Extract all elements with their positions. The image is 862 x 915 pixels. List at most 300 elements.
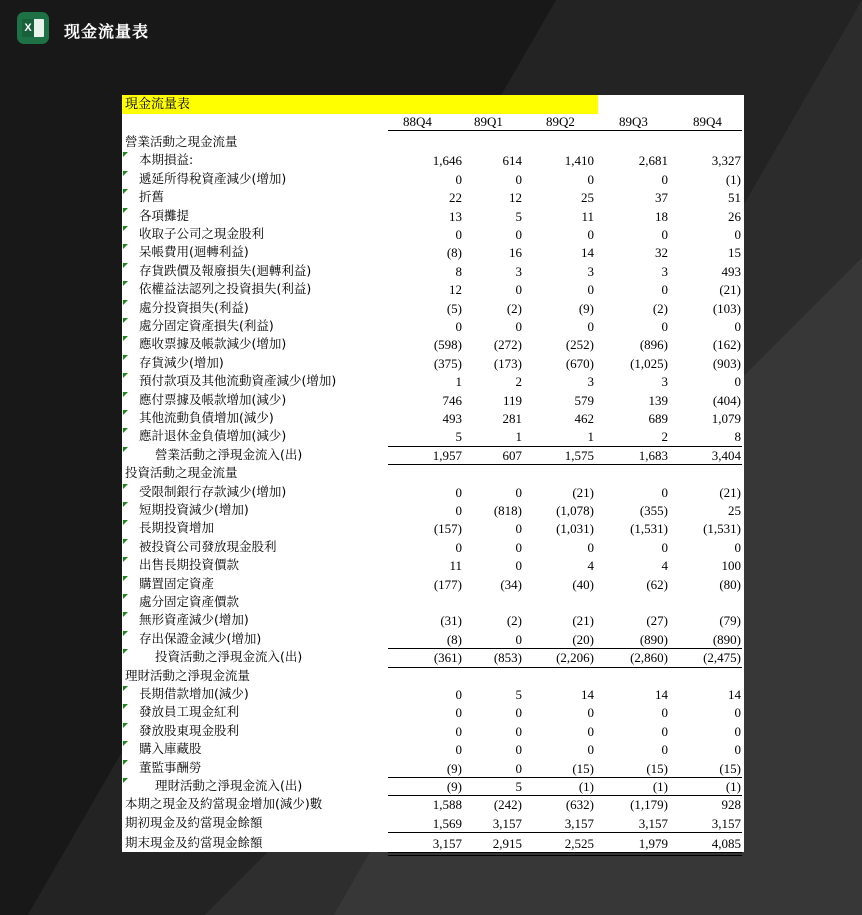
row-label[interactable]: 存貨跌價及報廢損失(迴轉利益) xyxy=(139,262,312,278)
value-cell-88q4[interactable]: (598) xyxy=(433,337,462,353)
value-cell-89q3[interactable]: 139 xyxy=(648,392,668,408)
total-underline xyxy=(388,832,742,833)
value-cell-89q4[interactable]: 100 xyxy=(721,558,741,574)
value-cell-89q4[interactable]: 0 xyxy=(734,374,741,390)
value-cell-89q2[interactable]: 4 xyxy=(587,558,594,574)
value-cell-89q3[interactable]: (1) xyxy=(652,779,668,794)
row-label[interactable]: 預付款項及其他流動資產減少(增加) xyxy=(139,373,337,389)
cell-comment-marker xyxy=(123,594,128,599)
value-cell-89q4[interactable]: 493 xyxy=(721,263,741,279)
value-cell-89q2[interactable]: 2,525 xyxy=(564,836,594,852)
value-cell-89q2[interactable]: 0 xyxy=(587,723,594,739)
excel-icon: X xyxy=(17,12,49,44)
value-cell-88q4[interactable]: (5) xyxy=(446,300,462,316)
value-cell-89q2[interactable]: (40) xyxy=(572,576,594,592)
value-cell-89q3[interactable]: (896) xyxy=(639,337,668,353)
value-cell-88q4[interactable]: 5 xyxy=(455,429,462,445)
row-label[interactable]: 營業活動之淨現金流入(出) xyxy=(155,446,303,462)
value-cell-89q4[interactable]: 0 xyxy=(734,539,741,555)
table-row xyxy=(122,243,744,261)
cell-comment-marker xyxy=(123,410,128,415)
column-header-89q4: 89Q4 xyxy=(693,114,722,129)
table-row xyxy=(122,188,744,206)
value-cell-89q2[interactable]: (9) xyxy=(578,300,594,316)
value-cell-89q2[interactable]: 11 xyxy=(581,208,594,224)
row-label[interactable]: 各項攤提 xyxy=(139,207,190,223)
row-label[interactable]: 出售長期投資價款 xyxy=(139,557,240,573)
value-cell-89q4[interactable]: 0 xyxy=(734,705,741,721)
sum-line xyxy=(388,446,742,447)
column-header-89q2: 89Q2 xyxy=(546,114,575,129)
cell-comment-marker xyxy=(123,778,128,783)
value-cell-89q4[interactable]: 26 xyxy=(728,208,741,224)
value-cell-89q1[interactable]: 0 xyxy=(515,227,522,242)
section-heading-row xyxy=(122,133,744,151)
value-cell-89q3[interactable]: 37 xyxy=(655,190,668,206)
value-cell-89q3[interactable]: 32 xyxy=(655,245,668,261)
value-cell-89q2[interactable]: (21) xyxy=(572,613,594,629)
value-cell-89q2[interactable]: (2,206) xyxy=(556,650,594,666)
section-heading-row xyxy=(122,464,744,482)
value-cell-89q1[interactable]: 607 xyxy=(502,447,522,463)
row-label[interactable]: 發放股東現金股利 xyxy=(139,722,240,738)
row-label[interactable]: 投資活動之淨現金流入(出) xyxy=(155,649,303,665)
cell-comment-marker xyxy=(123,484,128,489)
value-cell-89q1[interactable]: 0 xyxy=(515,631,522,647)
value-cell-89q4[interactable]: 3,404 xyxy=(711,447,741,463)
value-cell-88q4[interactable]: (157) xyxy=(433,521,462,537)
value-cell-89q4[interactable]: (21) xyxy=(719,282,741,298)
value-cell-89q3[interactable]: 689 xyxy=(648,411,668,426)
value-cell-89q2[interactable]: 0 xyxy=(587,705,594,721)
value-cell-89q4[interactable]: 0 xyxy=(734,319,741,334)
row-label[interactable]: 董監事酬勞 xyxy=(139,759,202,775)
table-row xyxy=(122,483,744,501)
value-cell-89q4[interactable]: 25 xyxy=(728,503,741,518)
value-cell-89q1[interactable]: 1 xyxy=(515,429,522,445)
value-cell-88q4[interactable]: 22 xyxy=(449,190,462,206)
table-row xyxy=(122,207,744,225)
row-label[interactable]: 收取子公司之現金股利 xyxy=(139,226,265,241)
value-cell-89q2[interactable]: 0 xyxy=(587,319,594,334)
column-header-89q1: 89Q1 xyxy=(474,114,503,129)
value-cell-89q3[interactable]: 0 xyxy=(661,171,668,187)
value-cell-89q4[interactable]: (2,475) xyxy=(703,650,741,666)
value-cell-89q4[interactable]: (79) xyxy=(719,613,741,629)
value-cell-89q2[interactable]: 0 xyxy=(587,742,594,758)
value-cell-89q1[interactable]: (853) xyxy=(493,650,522,666)
value-cell-89q2[interactable]: 3 xyxy=(587,374,594,390)
value-cell-88q4[interactable]: 1,569 xyxy=(432,815,462,831)
value-cell-89q2[interactable]: 0 xyxy=(587,539,594,555)
value-cell-89q1[interactable]: (242) xyxy=(493,797,522,813)
value-cell-89q1[interactable]: 2 xyxy=(515,374,522,390)
value-cell-89q1[interactable]: 16 xyxy=(509,245,522,261)
value-cell-89q1[interactable]: 0 xyxy=(515,705,522,721)
value-cell-89q3[interactable]: 0 xyxy=(661,742,668,758)
value-cell-89q4[interactable]: 8 xyxy=(734,429,741,445)
value-cell-89q4[interactable]: (80) xyxy=(719,576,741,592)
row-label[interactable]: 長期借款增加(減少) xyxy=(139,686,249,701)
value-cell-88q4[interactable]: (31) xyxy=(440,613,462,629)
value-cell-89q2[interactable]: 0 xyxy=(587,227,594,242)
cell-comment-marker xyxy=(123,263,128,268)
value-cell-89q3[interactable]: (1,531) xyxy=(630,521,668,537)
value-cell-89q2[interactable]: (15) xyxy=(572,760,594,776)
value-cell-89q3[interactable]: (62) xyxy=(646,576,668,592)
value-cell-89q1[interactable]: 119 xyxy=(502,392,522,408)
value-cell-88q4[interactable]: (9) xyxy=(446,779,462,794)
header-underline xyxy=(388,130,742,131)
cell-comment-marker xyxy=(123,244,128,249)
value-cell-89q2[interactable]: (632) xyxy=(565,797,594,813)
value-cell-89q3[interactable]: 0 xyxy=(661,705,668,721)
value-cell-89q1[interactable]: (818) xyxy=(493,503,522,518)
cell-comment-marker xyxy=(123,226,128,231)
value-cell-89q3[interactable]: (890) xyxy=(639,631,668,647)
value-cell-89q2[interactable]: (670) xyxy=(565,355,594,371)
row-label[interactable]: 折舊 xyxy=(139,189,165,205)
value-cell-89q2[interactable]: 462 xyxy=(574,411,594,426)
value-cell-89q2[interactable]: 1,410 xyxy=(564,153,594,169)
cell-comment-marker xyxy=(123,336,128,341)
cell-comment-marker xyxy=(123,428,128,433)
value-cell-89q1[interactable]: (173) xyxy=(493,355,522,371)
value-cell-89q1[interactable]: 3 xyxy=(515,263,522,279)
table-row xyxy=(122,575,744,593)
row-label[interactable]: 應計退休金負債增加(減少) xyxy=(139,428,287,444)
value-cell-89q3[interactable]: (2) xyxy=(652,300,668,316)
value-cell-89q3[interactable]: 0 xyxy=(661,484,668,500)
cell-comment-marker xyxy=(123,612,128,617)
row-label[interactable]: 本期之現金及約當現金增加(減少)數 xyxy=(125,796,323,812)
table-row xyxy=(122,354,744,372)
value-cell-89q3[interactable]: 1,979 xyxy=(638,836,668,852)
value-cell-89q3[interactable]: 2,681 xyxy=(638,153,668,169)
value-cell-89q3[interactable]: 0 xyxy=(661,723,668,739)
table-row xyxy=(122,538,744,556)
total-row xyxy=(122,834,744,852)
row-label[interactable]: 受限制銀行存款減少(增加) xyxy=(139,483,287,499)
value-cell-89q1[interactable]: 0 xyxy=(515,521,522,537)
row-label[interactable]: 處分固定資產價款 xyxy=(139,594,240,609)
cell-comment-marker xyxy=(123,520,128,525)
total-row xyxy=(122,814,744,832)
value-cell-89q4[interactable]: 0 xyxy=(734,742,741,758)
value-cell-89q4[interactable]: (1,531) xyxy=(703,521,741,537)
value-cell-89q1[interactable]: 3,157 xyxy=(492,815,522,831)
cell-comment-marker xyxy=(123,355,128,360)
value-cell-88q4[interactable]: 13 xyxy=(449,208,462,224)
value-cell-89q4[interactable]: 4,085 xyxy=(711,836,741,852)
table-row xyxy=(122,630,744,648)
value-cell-89q4[interactable]: (903) xyxy=(712,355,741,371)
value-cell-89q4[interactable]: 51 xyxy=(728,190,741,206)
row-label[interactable]: 投資活動之現金流量 xyxy=(125,465,238,481)
value-cell-88q4[interactable]: 12 xyxy=(449,282,462,298)
value-cell-88q4[interactable]: 8 xyxy=(455,263,462,279)
value-cell-88q4[interactable]: (8) xyxy=(446,631,462,647)
row-label[interactable]: 購入庫藏股 xyxy=(139,741,202,757)
value-cell-89q4[interactable]: 0 xyxy=(734,723,741,739)
value-cell-89q3[interactable]: 1,683 xyxy=(638,447,668,463)
row-label[interactable]: 營業活動之現金流量 xyxy=(125,134,238,149)
value-cell-88q4[interactable]: 493 xyxy=(442,411,462,426)
row-label[interactable]: 發放員工現金紅利 xyxy=(139,704,240,720)
cell-comment-marker xyxy=(123,171,128,176)
value-cell-89q2[interactable]: 14 xyxy=(581,687,594,702)
value-cell-89q3[interactable]: 0 xyxy=(661,319,668,334)
section-heading-row xyxy=(122,667,744,685)
value-cell-88q4[interactable]: 0 xyxy=(455,484,462,500)
row-label[interactable]: 應付票據及帳款增加(減少) xyxy=(139,391,287,407)
cell-comment-marker xyxy=(123,152,128,157)
value-cell-89q2[interactable]: 579 xyxy=(574,392,594,408)
value-cell-89q3[interactable]: (2,860) xyxy=(630,650,668,666)
value-cell-88q4[interactable]: 0 xyxy=(455,742,462,758)
value-cell-88q4[interactable]: 746 xyxy=(442,392,462,408)
cell-comment-marker xyxy=(123,318,128,323)
value-cell-89q1[interactable]: 5 xyxy=(515,687,522,702)
value-cell-89q1[interactable]: 5 xyxy=(515,208,522,224)
value-cell-89q4[interactable]: (1) xyxy=(725,171,741,187)
cell-comment-marker xyxy=(123,392,128,397)
row-label[interactable]: 短期投資減少(增加) xyxy=(139,502,249,517)
table-row xyxy=(122,593,744,611)
table-row xyxy=(122,317,744,335)
cell-comment-marker xyxy=(123,649,128,654)
table-row xyxy=(122,299,744,317)
row-label[interactable]: 依權益法認列之投資損失(利益) xyxy=(139,281,312,297)
cell-comment-marker xyxy=(123,539,128,544)
cell-comment-marker xyxy=(123,557,128,562)
value-cell-89q2[interactable]: 3,157 xyxy=(564,815,594,831)
value-cell-89q3[interactable]: 3 xyxy=(661,263,668,279)
value-cell-89q3[interactable]: 0 xyxy=(661,227,668,242)
sum-line xyxy=(388,648,742,649)
value-cell-89q4[interactable]: 928 xyxy=(721,797,741,813)
value-cell-89q4[interactable]: (1) xyxy=(725,779,741,794)
cell-comment-marker xyxy=(123,281,128,286)
app-title: 现金流量表 xyxy=(64,22,150,41)
value-cell-88q4[interactable]: 0 xyxy=(455,227,462,242)
table-row xyxy=(122,519,744,537)
value-cell-89q1[interactable]: 0 xyxy=(515,484,522,500)
value-cell-89q2[interactable]: 0 xyxy=(587,171,594,187)
value-cell-89q1[interactable]: 0 xyxy=(515,742,522,758)
row-label[interactable]: 長期投資增加 xyxy=(139,520,215,536)
value-cell-89q2[interactable]: 25 xyxy=(581,190,594,206)
value-cell-89q1[interactable]: 0 xyxy=(515,171,522,187)
column-header-88q4: 88Q4 xyxy=(403,114,432,129)
title-bar xyxy=(0,0,862,62)
table-row xyxy=(122,335,744,353)
value-cell-89q2[interactable]: 14 xyxy=(581,245,594,261)
value-cell-88q4[interactable]: 0 xyxy=(455,705,462,721)
row-label[interactable]: 應收票據及帳款減少(增加) xyxy=(139,336,287,352)
value-cell-88q4[interactable]: 0 xyxy=(455,539,462,555)
value-cell-88q4[interactable]: 1 xyxy=(455,374,462,390)
value-cell-89q3[interactable]: (27) xyxy=(646,613,668,629)
cell-comment-marker xyxy=(123,741,128,746)
value-cell-89q1[interactable]: 5 xyxy=(515,779,522,794)
value-cell-89q3[interactable]: 0 xyxy=(661,282,668,298)
value-cell-88q4[interactable]: 0 xyxy=(455,171,462,187)
value-cell-89q4[interactable]: 15 xyxy=(728,245,741,261)
row-label[interactable]: 無形資產減少(增加) xyxy=(139,612,249,628)
value-cell-89q3[interactable]: 3,157 xyxy=(638,815,668,831)
table-row xyxy=(122,427,744,445)
value-cell-89q1[interactable]: 0 xyxy=(515,282,522,298)
value-cell-89q2[interactable]: (21) xyxy=(572,484,594,500)
value-cell-88q4[interactable]: 0 xyxy=(455,319,462,334)
value-cell-89q4[interactable]: (890) xyxy=(712,631,741,647)
value-cell-89q4[interactable]: 3,157 xyxy=(711,815,741,831)
value-cell-89q2[interactable]: 0 xyxy=(587,282,594,298)
total-row xyxy=(122,648,744,666)
value-cell-89q4[interactable]: (103) xyxy=(712,300,741,316)
row-label[interactable]: 期末現金及約當現金餘額 xyxy=(125,835,263,851)
table-row xyxy=(122,372,744,390)
row-label[interactable]: 存貨減少(增加) xyxy=(139,354,224,370)
cell-comment-marker xyxy=(123,576,128,581)
value-cell-89q2[interactable]: (252) xyxy=(565,337,594,353)
value-cell-88q4[interactable]: (177) xyxy=(433,576,462,592)
value-cell-89q1[interactable]: 0 xyxy=(515,723,522,739)
value-cell-89q3[interactable]: (355) xyxy=(639,503,668,518)
value-cell-88q4[interactable]: 1,588 xyxy=(432,797,462,813)
value-cell-89q3[interactable]: (15) xyxy=(646,760,668,776)
value-cell-89q3[interactable]: (1,025) xyxy=(630,355,668,371)
value-cell-89q3[interactable]: 14 xyxy=(655,687,668,702)
cell-comment-marker xyxy=(123,760,128,765)
value-cell-88q4[interactable]: 0 xyxy=(455,503,462,518)
cell-comment-marker xyxy=(123,723,128,728)
value-cell-89q1[interactable]: (2) xyxy=(506,613,522,629)
row-label[interactable]: 處分投資損失(利益) xyxy=(139,299,249,315)
value-cell-89q3[interactable]: (1,179) xyxy=(630,797,668,813)
table-row xyxy=(122,280,744,298)
value-cell-89q3[interactable]: 3 xyxy=(661,374,668,390)
row-label[interactable]: 遞延所得稅資產減少(增加) xyxy=(139,170,287,186)
table-row xyxy=(122,685,744,703)
total-row xyxy=(122,777,744,795)
value-cell-89q1[interactable]: (272) xyxy=(493,337,522,353)
value-cell-88q4[interactable]: (9) xyxy=(446,760,462,776)
value-cell-88q4[interactable]: (361) xyxy=(433,650,462,666)
value-cell-89q1[interactable]: 0 xyxy=(515,539,522,555)
value-cell-89q1[interactable]: 614 xyxy=(502,153,522,169)
value-cell-89q4[interactable]: 14 xyxy=(728,687,741,702)
value-cell-89q3[interactable]: 2 xyxy=(661,429,668,445)
row-label[interactable]: 期初現金及約當現金餘額 xyxy=(125,814,263,830)
value-cell-89q2[interactable]: 3 xyxy=(587,263,594,279)
value-cell-89q3[interactable]: 4 xyxy=(661,558,668,574)
row-label[interactable]: 本期損益: xyxy=(139,152,194,168)
value-cell-89q1[interactable]: 0 xyxy=(515,760,522,776)
row-label[interactable]: 理財活動之淨現金流量 xyxy=(125,667,251,683)
value-cell-89q4[interactable]: (15) xyxy=(719,760,741,776)
value-cell-89q1[interactable]: 0 xyxy=(515,558,522,574)
value-cell-89q4[interactable]: 1,079 xyxy=(711,411,741,426)
value-cell-89q2[interactable]: (1,031) xyxy=(556,521,594,537)
table-row xyxy=(122,722,744,740)
table-row xyxy=(122,611,744,629)
spreadsheet xyxy=(122,95,744,852)
value-cell-89q2[interactable]: (20) xyxy=(572,631,594,647)
value-cell-89q1[interactable]: 12 xyxy=(509,190,522,206)
row-label[interactable]: 理財活動之淨現金流入(出) xyxy=(155,778,303,793)
value-cell-88q4[interactable]: 11 xyxy=(449,558,462,574)
cell-comment-marker xyxy=(123,502,128,507)
value-cell-89q2[interactable]: 1,575 xyxy=(564,447,594,463)
table-row xyxy=(122,151,744,169)
cell-comment-marker xyxy=(123,447,128,452)
row-label[interactable]: 其他流動負債增加(減少) xyxy=(139,410,274,425)
value-cell-89q4[interactable]: 3,327 xyxy=(711,153,741,169)
value-cell-88q4[interactable]: 0 xyxy=(455,687,462,702)
value-cell-89q4[interactable]: 0 xyxy=(734,227,741,242)
cell-comment-marker xyxy=(123,686,128,691)
row-label[interactable]: 存出保證金減少(增加) xyxy=(139,630,262,646)
row-label[interactable]: 購置固定資產 xyxy=(139,575,215,591)
table-row xyxy=(122,409,744,427)
value-cell-89q4[interactable]: (404) xyxy=(712,392,741,408)
table-row xyxy=(122,391,744,409)
value-cell-89q1[interactable]: 2,915 xyxy=(492,836,522,852)
cell-comment-marker xyxy=(123,373,128,378)
value-cell-89q2[interactable]: (1) xyxy=(578,779,594,794)
value-cell-88q4[interactable]: 1,646 xyxy=(432,153,462,169)
table-row xyxy=(122,225,744,243)
cell-comment-marker xyxy=(123,208,128,213)
table-row xyxy=(122,262,744,280)
column-header-89q3: 89Q3 xyxy=(619,114,648,129)
value-cell-89q2[interactable]: 1 xyxy=(587,429,594,445)
value-cell-89q4[interactable]: (21) xyxy=(719,484,741,500)
value-cell-89q1[interactable]: 281 xyxy=(502,411,522,426)
value-cell-88q4[interactable]: (8) xyxy=(446,245,462,261)
table-row xyxy=(122,740,744,758)
value-cell-89q3[interactable]: 18 xyxy=(655,208,668,224)
sum-line xyxy=(388,777,742,778)
value-cell-88q4[interactable]: 3,157 xyxy=(432,836,462,852)
value-cell-89q4[interactable]: (162) xyxy=(712,337,741,353)
value-cell-89q1[interactable]: (2) xyxy=(506,300,522,316)
value-cell-89q2[interactable]: (1,078) xyxy=(556,503,594,518)
table-row xyxy=(122,556,744,574)
value-cell-89q1[interactable]: 0 xyxy=(515,319,522,334)
sheet-title[interactable]: 現金流量表 xyxy=(122,95,598,114)
value-cell-88q4[interactable]: (375) xyxy=(433,355,462,371)
cell-comment-marker xyxy=(123,300,128,305)
row-label[interactable]: 被投資公司發放現金股利 xyxy=(139,538,277,554)
table-row xyxy=(122,170,744,188)
value-cell-88q4[interactable]: 0 xyxy=(455,723,462,739)
cell-comment-marker xyxy=(123,189,128,194)
double-underline xyxy=(388,852,742,856)
value-cell-89q3[interactable]: 0 xyxy=(661,539,668,555)
row-label[interactable]: 呆帳費用(迴轉利益) xyxy=(139,244,249,260)
table-row xyxy=(122,759,744,777)
value-cell-89q1[interactable]: (34) xyxy=(500,576,522,592)
row-label[interactable]: 處分固定資產損失(利益) xyxy=(139,318,274,333)
value-cell-88q4[interactable]: 1,957 xyxy=(432,447,462,463)
table-row xyxy=(122,703,744,721)
total-row xyxy=(122,446,744,464)
table-row xyxy=(122,501,744,519)
cell-comment-marker xyxy=(123,631,128,636)
